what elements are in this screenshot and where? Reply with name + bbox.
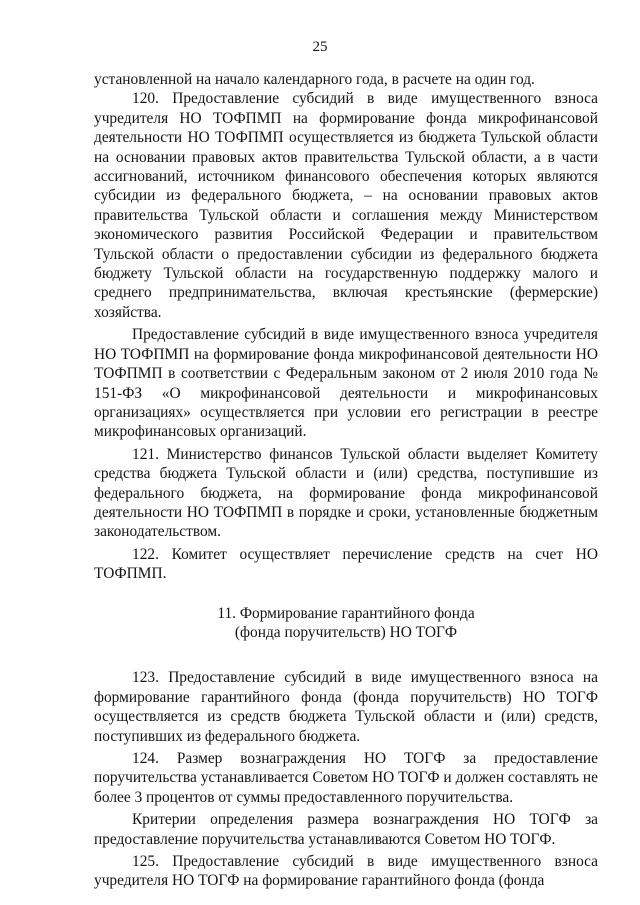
section-heading-line2: (фонда поручительств) НО ТОГФ (234, 623, 458, 641)
paragraph-124: 124. Размер вознаграждения НО ТОГФ за предоставление поручительства устанавливается Советом НО ТОГФ и должен составлять не более 3 процентов от суммы предоставленного поручительства. (94, 750, 598, 806)
paragraph-123: 123. Предоставление субсидий в виде имущественного взноса на формирование гарантийного фонда (фонда поручительств) НО ТОГФ осуществляется из средств бюджета Тульской области и (или) средств, поступивших из федерального бюджета. (94, 669, 598, 745)
document-body (94, 70, 598, 891)
section-heading (94, 604, 598, 643)
paragraph-124-part2: Критерии определения размера вознаграждения НО ТОГФ за предоставление поручительства устанавливаются Советом НО ТОГФ. (94, 811, 598, 848)
page-number: 25 (312, 39, 328, 55)
paragraph-120: 120. Предоставление субсидий в виде имущественного взноса учредителя НО ТОФПМП на формирование фонда микрофинансовой деятельности НО ТОФПМП осуществляется из бюджета Тульской области на основании правовых актов правительства Тульской области, а в части ассигнований, источником финансового обеспечения которых являются субсидии из федерального бюджета, – на основании правовых актов правительства Тульской области и соглашения между Министерством экономического развития Российской Федерации и правительством Тульской области о предоставлении субсидии из федерального бюджета бюджету Тульской области на государственную поддержку малого и среднего предпринимательства, включая крестьянские (фермерские) хозяйства. (94, 90, 598, 321)
paragraph-125: 125. Предоставление субсидий в виде имущественного взноса учредителя НО ТОГФ на формирование гарантийного фонда (фонда (94, 853, 598, 890)
section-heading-line1: 11. Формирование гарантийного фонда (217, 604, 475, 622)
paragraph-121: 121. Министерство финансов Тульской области выделяет Комитету средства бюджета Тульской области и (или) средства, поступившие из федерального бюджета, на формирование фонда микрофинансовой деятельности НО ТОФПМП в порядке и сроки, установленные бюджетным законодательством. (94, 445, 598, 541)
paragraph-122: 122. Комитет осуществляет перечисление средств на счет НО ТОФПМП. (94, 545, 598, 583)
paragraph-120-part2: Предоставление субсидий в виде имущественного взноса учредителя НО ТОФПМП на формирование фонда микрофинансовой деятельности НО ТОФПМП в соответствии с Федеральным законом от 2 июля 2010 года № 151-ФЗ «О микрофинансовой деятельности и микрофинансовых организациях» осуществляется при условии его регистрации в реестре микрофинансовых организаций. (94, 326, 598, 441)
paragraph-continuation: установленной на начало календарного года, в расчете на один год. (94, 71, 535, 88)
